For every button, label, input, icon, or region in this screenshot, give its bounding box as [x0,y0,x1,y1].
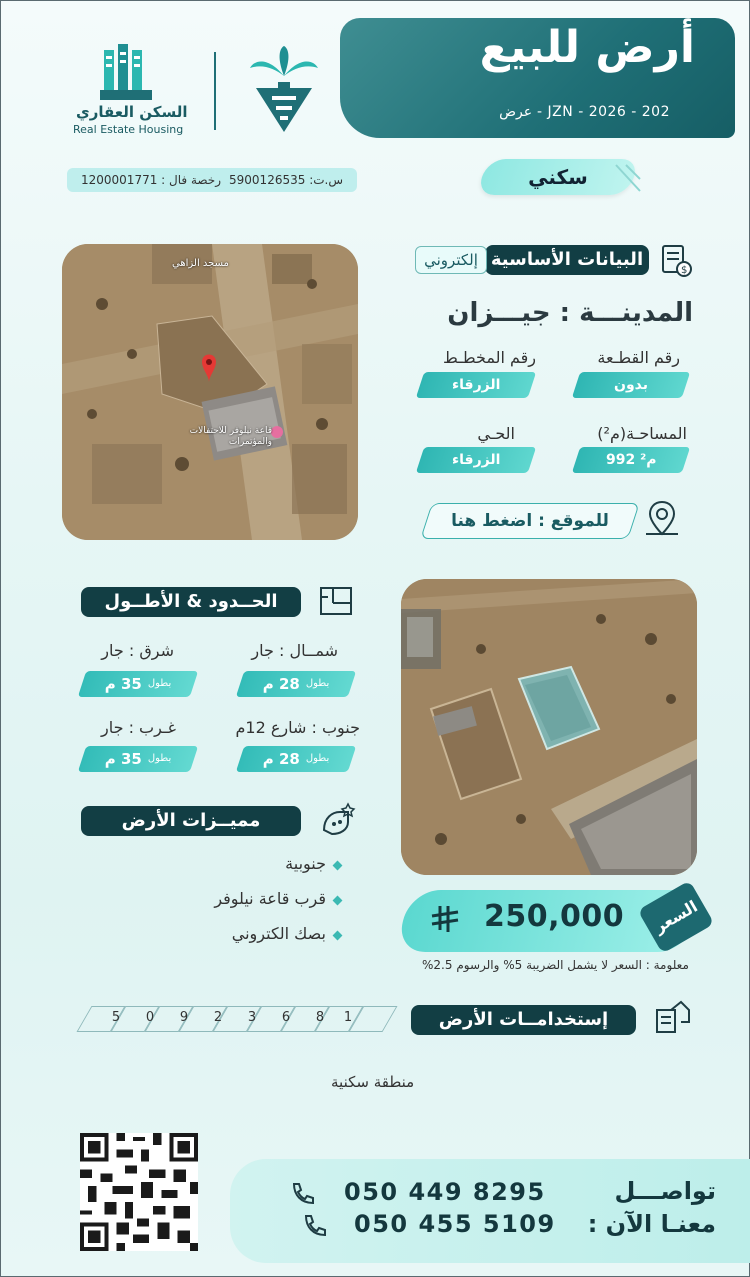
ad-code: JZN - 2026 - 202 - عرض [499,104,670,120]
north-length: بطول 28 م [236,671,356,697]
satellite-image [401,579,697,875]
contact-label-line2: معنـا الآن : [587,1210,716,1238]
map-label-mosque: مسجد الزاهي [172,258,229,269]
bounds-heading: الحــدود & الأطــول [81,587,301,617]
svg-text:$: $ [681,265,688,276]
features-icon [318,800,358,840]
price-note: معلومة : السعر لا يشمل الضريبة 5% والرسوم 2.5% [422,958,689,972]
electronic-badge: إلكتروني [415,246,487,274]
digit: 1 [343,1010,353,1025]
property-type: سكني [528,165,588,189]
digit: 6 [281,1010,291,1025]
logo-divider [214,52,216,130]
north-label: شمــال : جار [251,641,338,660]
digit: 5 [111,1010,121,1025]
brand-name-en: Real Estate Housing [73,123,184,136]
west-label: غـرب : جار [101,718,176,737]
usage-icon [653,1000,691,1036]
feature-item: جنوبية [285,854,326,873]
south-label: جنوب : شارع 12م [235,718,360,737]
cr-number: س.ت: 5900126535 [229,173,343,187]
qr-code[interactable] [80,1133,198,1251]
location-map[interactable] [62,244,358,540]
map-label-hall: قاعة نيلوفر للاحتفالات والمؤتمرات [189,426,272,447]
east-label: شرق : جار [101,641,174,660]
west-length: بطول 35 م [78,746,198,772]
usage-heading: إستخدامــات الأرض [411,1005,636,1035]
contact-label-line1: تواصـــل [614,1177,716,1205]
fal-license: رخصة فال : 1200001771 [81,173,222,187]
usage-text: منطقة سكنية [331,1073,415,1091]
digit: 9 [179,1010,189,1025]
plan-number-value: الزرقاء [416,372,536,398]
district-label: الحـي [477,424,515,443]
plot-number-label: رقم القطـعة [597,348,680,367]
plan-number-label: رقم المخطـط [442,348,536,367]
riyal-icon [428,902,462,936]
price-tag: السعر [638,880,715,953]
price-value: 250,000 [484,899,625,934]
location-link-button[interactable]: للموقع : اضغط هنا [420,503,640,539]
location-pin-icon[interactable] [642,498,682,538]
district-value: الزرقاء [416,447,536,473]
phone-icon[interactable] [300,1213,326,1239]
digit: 0 [145,1010,155,1025]
feature-item: قرب قاعة نيلوفر [214,889,326,908]
plot-number-value: بدون [572,372,690,398]
area-value: 992 م² [572,447,690,473]
floorplan-icon [318,585,354,617]
phone-number-1[interactable]: 050 449 8295 [344,1178,546,1206]
license-bar [67,168,357,192]
east-length: بطول 35 م [78,671,198,697]
feature-item: بصك الكتروني [231,924,326,943]
digit: 3 [247,1010,257,1025]
city: المدينـــة : جيـــزان [447,298,693,328]
stripe-decoration [612,163,642,193]
south-length: بطول 28 م [236,746,356,772]
digit: 8 [315,1010,325,1025]
digit: 2 [213,1010,223,1025]
palm-emblem-icon [248,46,320,136]
basic-info-heading: البيانات الأساسية [485,245,649,275]
brand-name-ar: السكن العقاري [76,103,188,121]
phone-icon[interactable] [288,1181,314,1207]
document-icon [658,243,694,279]
features-heading: مميــزات الأرض [81,806,301,836]
area-label: المساحـة(م²) [597,424,687,443]
brand-logo [96,44,156,102]
phone-number-2[interactable]: 050 455 5109 [354,1210,556,1238]
page-title: أرض للبيع [479,22,695,73]
